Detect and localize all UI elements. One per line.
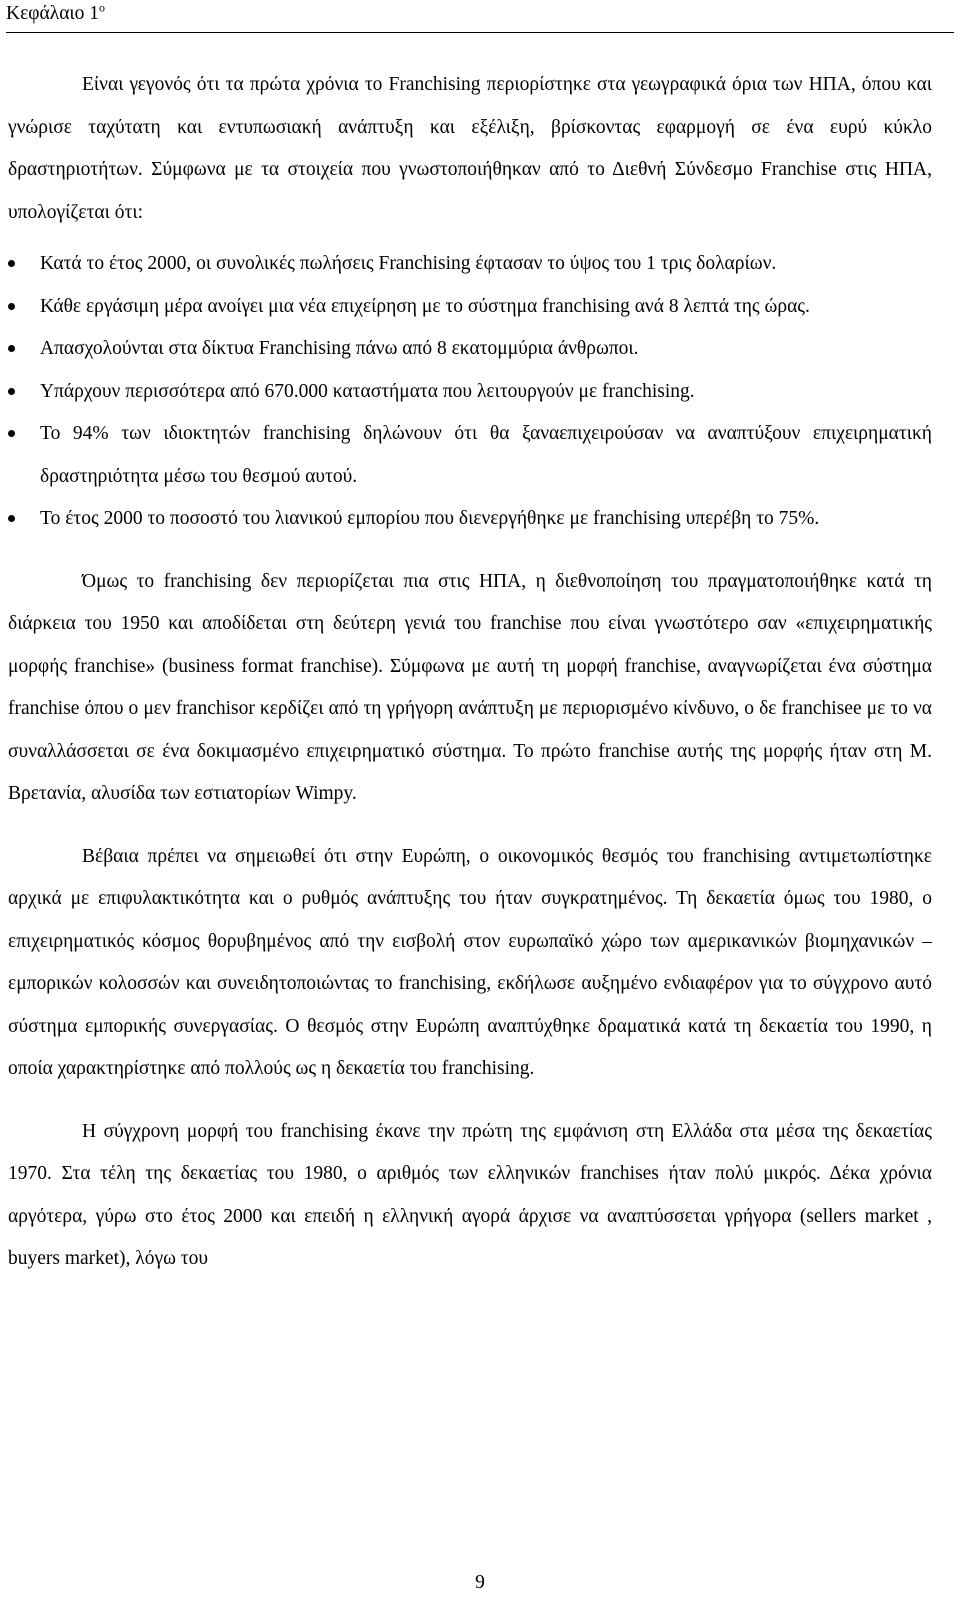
list-item-text: Απασχολούνται στα δίκτυα Franchising πάνω από 8 εκατομμύρια άνθρωποι. [40,338,639,359]
bullet-icon [8,260,15,267]
list-item [8,243,932,286]
list-item-text: Υπάρχουν περισσότερα από 670.000 καταστήματα που λειτουργούν με franchising. [40,380,695,402]
paragraph-greece: Η σύγχρονη μορφή του franchising έκανε την πρώτη της εμφάνιση στη Ελλάδα στα μέσα της δεκαετίας 1970. Στα τέλη της δεκαετίας του 1980, ο αριθμός των ελληνικών franchises ήταν πολύ μικρός. Δέκα χρόνια αργότερα, γύρω στο έτος 2000 και επειδή η ελληνική αγορά άρχισε να αναπτύσσεται γρήγορα (sellers market , buyers market), λόγω του [8,1120,932,1269]
list-item [8,413,932,498]
list-item [8,328,932,371]
bullet-icon [8,303,15,310]
list-item-text: Το έτος 2000 το ποσοστό του λιανικού εμπορίου που διενεργήθηκε με franchising υπερέβη το 75%. [40,508,820,529]
statistics-list [8,243,932,541]
page-number: 9 [475,1572,485,1593]
bullet-icon [8,388,15,395]
paragraph-intro: Είναι γεγονός ότι τα πρώτα χρόνια το Franchising περιορίστηκε στα γεωγραφικά όρια των ΗΠΑ, όπου και γνώρισε ταχύτατη και εντυπωσιακή ανάπτυξη και εξέλιξη, βρίσκοντας εφαρμογή σε ένα ευρύ κύκλο δραστηριοτήτων. Σύμφωνα με τα στοιχεία που γνωστοποιήθηκαν από το Διεθνή Σύνδεσμο Franchise στις ΗΠΑ, υπολογίζεται ότι: [8,74,932,223]
list-item [8,498,932,541]
paragraph-europe: Βέβαια πρέπει να σημειωθεί ότι στην Ευρώπη, ο οικονομικός θεσμός του franchising αντιμετωπίστηκε αρχικά με επιφυλακτικότητα και ο ρυθμός ανάπτυξης του ήταν συγκρατημένος. Τη δεκαετία όμως του 1980, ο επιχειρηματικός κόσμος θορυβημένος από την εισβολή στον ευρωπαϊκό χώρο των αμερικανικών βιομηχανικών – εμπορικών κολοσσών και συνειδητοποιώντας το franchising, εκδήλωσε αυξημένο ενδιαφέρον για το σύγχρονο αυτό σύστημα εμπορικής συνεργασίας. Ο θεσμός στην Ευρώπη αναπτύχθηκε δραματικά κατά τη δεκαετία του 1990, η οποία χαρακτηρίστηκε από πολλούς ως η δεκαετία του franchising. [8,845,932,1079]
bullet-icon [8,515,15,522]
list-item [8,371,932,414]
chapter-label: Κεφάλαιο 1 [6,3,100,24]
list-item-text: Κατά το έτος 2000, οι συνολικές πωλήσεις Franchising έφτασαν το ύψος του 1 τρις δολαρίων. [40,253,777,274]
bullet-icon [8,430,15,437]
page-body [8,64,932,1281]
chapter-title [6,0,106,25]
list-item [8,286,932,329]
list-item-text: Το 94% των ιδιοκτητών franchising δηλώνουν ότι θα ξαναεπιχειρούσαν να αναπτύξουν επιχειρηματική δραστηριότητα μέσω του θεσμού αυτού. [40,423,932,487]
paragraph-internationalization: Όμως το franchising δεν περιορίζεται πια στις ΗΠΑ, η διεθνοποίηση του πραγματοποιήθηκε κατά τη διάρκεια του 1950 και αποδίδεται στη δεύτερη γενιά του franchise που είναι γνωστότερο σαν «επιχειρηματικής μορφής franchise» (business format franchise). Σύμφωνα με αυτή τη μορφή franchise, αναγνωρίζεται ένα σύστημα franchise όπου ο μεν franchisor κερδίζει από τη γρήγορη ανάπτυξη με περιορισμένο κίνδυνο, ο δε franchisee με το να συναλλάσσεται σε ένα δοκιμασμένο επιχειρηματικό σύστημα. Το πρώτο franchise αυτής της μορφής ήταν στη Μ. Βρετανία, αλυσίδα των εστιατορίων Wimpy. [8,570,932,804]
chapter-superscript: ο [99,0,106,15]
list-item-text: Κάθε εργάσιμη μέρα ανοίγει μια νέα επιχείρηση με το σύστημα franchising ανά 8 λεπτά της ώρας. [40,295,810,317]
bullet-icon [8,345,15,352]
page-header [6,2,954,33]
